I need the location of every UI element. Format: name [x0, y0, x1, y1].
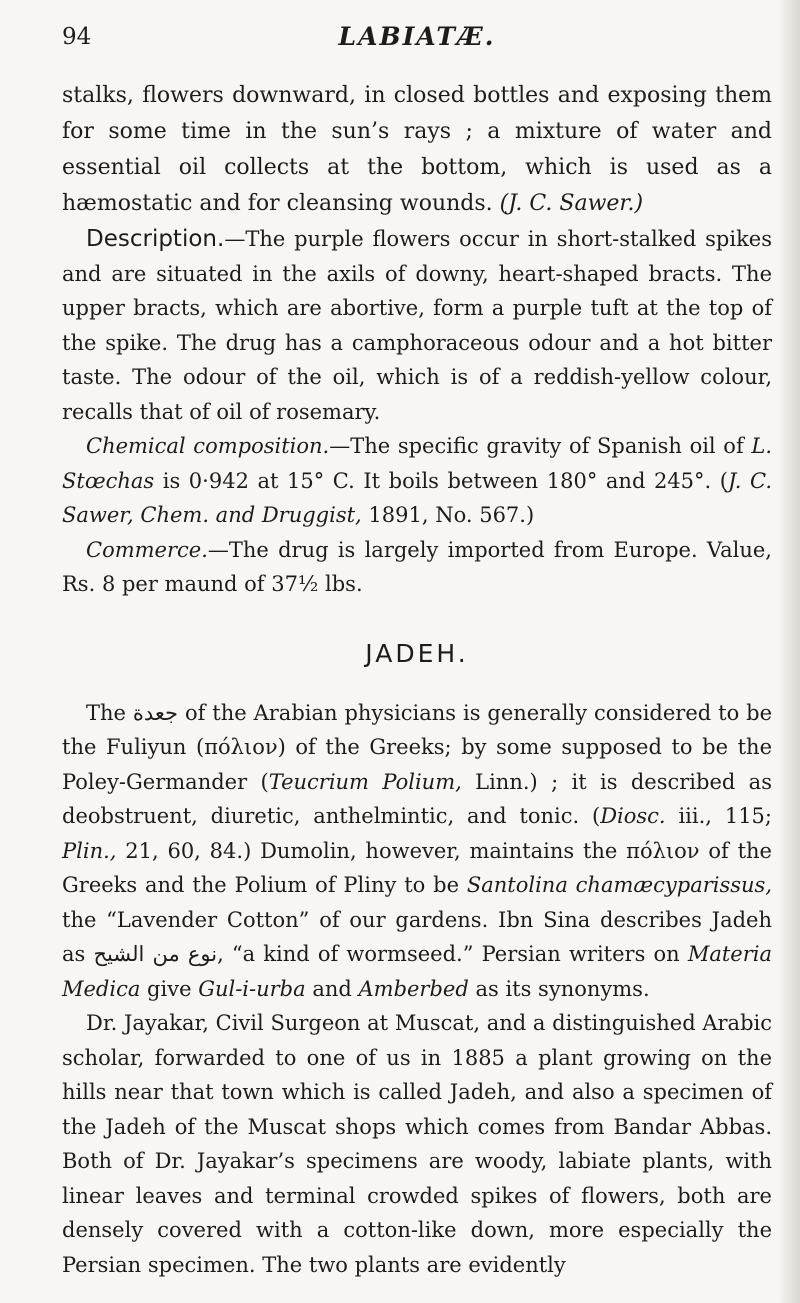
- jadeh-text-f: 21, 60, 84.) Dumolin, however, maintains the: [116, 838, 627, 863]
- chemical-text-2: is 0·942 at 15° C. It boils between 180° and 245°. (: [154, 468, 728, 493]
- jadeh-text-a: The: [86, 700, 133, 725]
- chemical-text-3: 1891, No. 567.): [361, 503, 535, 527]
- page-number: 94: [62, 24, 92, 50]
- jadeh-text-h: the “Lavender Cotton” of our gardens. Ibn Sina describes Jadeh as: [62, 907, 772, 966]
- jadeh-text-e: iii., 115;: [665, 804, 772, 828]
- synonym-amberbed: Amberbed: [358, 976, 469, 1001]
- synonym-gul-i-urba: Gul-i-urba: [198, 976, 306, 1001]
- paragraph-stalks-text: stalks, flowers downward, in closed bottles and exposing them for some time in the sun’s rays ; a mixture of water and essential oil collects at the bottom, which is used as a hæmostatic and for cleansing wounds.: [62, 83, 772, 216]
- arabic-phrase-wormseed: نوع من الشيح: [93, 942, 218, 966]
- jadeh-text-c: ) of the Greeks; by some supposed to be the Poley-Germander (: [62, 735, 772, 794]
- page-edge-shadow: [778, 0, 800, 1303]
- jadeh-text-l: as its synonyms.: [468, 976, 650, 1001]
- paragraph-stalks-reference: (J. C. Sawer.): [499, 191, 644, 216]
- jadeh-text-b: of the Arabian physicians is generally considered to be the Fuliyun (: [62, 700, 773, 759]
- species-teucrium: Teucrium Polium,: [268, 769, 462, 794]
- description-text: —The purple flowers occur in short-stalked spikes and are situated in the axils of downy, heart-shaped bracts. The upper bracts, which are abortive, form a purple tuft at the top of the spike. The drug has a camphoraceous odour and a hot bitter taste. The odour of the oil, which is of a reddish-yellow colour, recalls that of oil of rosemary.: [62, 227, 772, 424]
- jadeh-text-i: , “a kind of wormseed.” Persian writers on: [217, 942, 688, 966]
- ref-diosc: Diosc.: [600, 804, 666, 828]
- arabic-word-jadeh: جعدة: [132, 700, 179, 725]
- paragraph-jadeh-intro: [62, 696, 772, 1007]
- paragraph-commerce: [62, 533, 772, 602]
- commerce-heading: Commerce.: [86, 537, 208, 562]
- chemical-reference: J. C. Sawer, Chem. and Druggist,: [62, 468, 772, 527]
- jadeh-text-g: of the Greeks and the Polium of Pliny to be: [62, 838, 772, 897]
- paragraph-stalks: [62, 78, 772, 222]
- greek-word-polion-2: πόλιον: [626, 838, 700, 863]
- paragraph-description: [62, 222, 772, 429]
- description-heading: Description.: [86, 226, 225, 252]
- chemical-heading: Chemical composition.: [86, 434, 330, 458]
- chemical-text-1: —The specific gravity of Spanish oil of: [329, 434, 752, 458]
- section-title-jadeh: JADEH.: [365, 638, 469, 668]
- running-header: [62, 18, 772, 58]
- paragraph-jayakar: Dr. Jayakar, Civil Surgeon at Muscat, and a distinguished Arabic scholar, forwarded to one of us in 1885 a plant growing on the hills near that town which is called Jadeh, and also a specimen of the Jadeh of the Muscat shops which comes from Bandar Abbas. Both of Dr. Jayakar’s specimens are woody, labiate plants, with linear leaves and terminal crowded spikes of flowers, both are densely covered with a cotton-like down, more especially the Persian specimen. The two plants are evidently: [62, 1011, 772, 1277]
- species-santolina: Santolina chamæcyparissus,: [466, 873, 772, 897]
- paragraph-chemical-composition: [62, 429, 772, 533]
- commerce-text: —The drug is largely imported from Europe. Value, Rs. 8 per maund of 37½ lbs.: [62, 537, 772, 596]
- ref-plin: Plin.,: [62, 838, 117, 863]
- body-text: [62, 78, 772, 1282]
- running-title: LABIATÆ.: [338, 22, 496, 51]
- jadeh-text-k: and: [305, 976, 359, 1001]
- jadeh-text-j: give: [140, 976, 199, 1001]
- chemical-species: L. Stœchas: [62, 434, 773, 493]
- greek-word-polion: πόλιον: [204, 735, 278, 759]
- jadeh-text-d: Linn.) ; it is described as deobstruent, diuretic, anthelmintic, and tonic. (: [62, 769, 772, 828]
- term-materia-medica: Materia Medica: [62, 942, 772, 1001]
